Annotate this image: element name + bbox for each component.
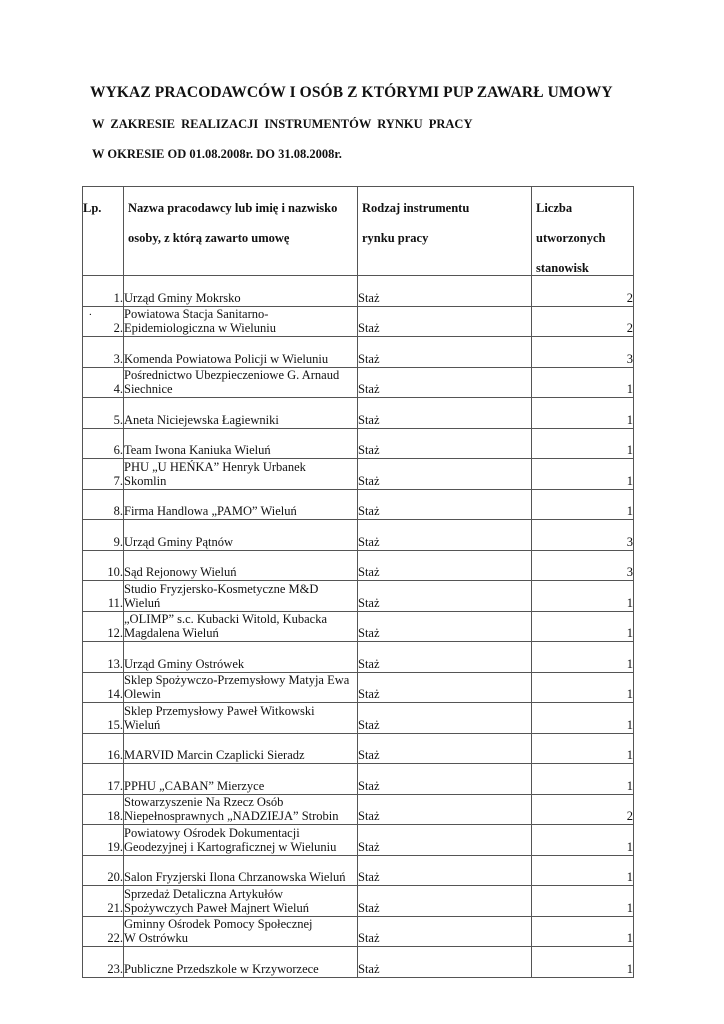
row-number: 19. [83, 825, 124, 856]
table-row [83, 672, 634, 703]
instrument-type: Staż [358, 611, 532, 642]
row-number: 11. [83, 581, 124, 612]
employer-name: Powiatowa Stacja Sanitarno- Epidemiologiczna w Wieluniu [124, 306, 358, 337]
instrument-type: Staż [358, 489, 532, 520]
instrument-type: Staż [358, 367, 532, 398]
employer-name: „OLIMP” s.c. Kubacki Witold, Kubacka Magdalena Wieluń [124, 611, 358, 642]
row-number: 1. [83, 276, 124, 307]
instrument-type: Staż [358, 947, 532, 978]
employer-name: Sąd Rejonowy Wieluń [124, 550, 358, 581]
row-number: 6. [83, 428, 124, 459]
stray-dot-mark: . [89, 306, 92, 318]
instrument-type: Staż [358, 520, 532, 551]
row-number: 12. [83, 611, 124, 642]
employer-name: Urząd Gminy Ostrówek [124, 642, 358, 673]
positions-count: 1 [532, 703, 634, 734]
table-body [83, 276, 634, 978]
instrument-type: Staż [358, 276, 532, 307]
positions-count: 3 [532, 337, 634, 368]
positions-count: 1 [532, 428, 634, 459]
row-number: 8. [83, 489, 124, 520]
header-lp-label: Lp. [83, 201, 102, 215]
table-row [83, 367, 634, 398]
instrument-type: Staż [358, 672, 532, 703]
document-title: WYKAZ PRACODAWCÓW I OSÓB Z KTÓRYMI PUP ZAWARŁ UMOWY [90, 84, 613, 101]
table-row [83, 337, 634, 368]
row-number: 14. [83, 672, 124, 703]
employer-name: PPHU „CABAN” Mierzyce [124, 764, 358, 795]
positions-count: 3 [532, 550, 634, 581]
table-row [83, 794, 634, 825]
employer-name: Publiczne Przedszkole w Krzyworzece [124, 947, 358, 978]
employer-name: Aneta Niciejewska Łagiewniki [124, 398, 358, 429]
table-row [83, 581, 634, 612]
row-number: 7. [83, 459, 124, 490]
header-name-line: Nazwa pracodawcy lub imię i nazwisko [128, 201, 338, 215]
row-number: 20. [83, 855, 124, 886]
document-subtitle: W ZAKRESIE REALIZACJI INSTRUMENTÓW RYNKU PRACY [92, 117, 473, 131]
table-row [83, 947, 634, 978]
employer-name: Powiatowy Ośrodek Dokumentacji Geodezyjnej i Kartograficznej w Wieluniu [124, 825, 358, 856]
positions-count: 1 [532, 825, 634, 856]
employer-name: Sprzedaż Detaliczna Artykułów Spożywczych Paweł Majnert Wieluń [124, 886, 358, 917]
table-row [83, 733, 634, 764]
employer-name: Komenda Powiatowa Policji w Wieluniu [124, 337, 358, 368]
employer-name: Sklep Spożywczo-Przemysłowy Matyja Ewa Olewin [124, 672, 358, 703]
instrument-type: Staż [358, 703, 532, 734]
row-number: 21. [83, 886, 124, 917]
instrument-type: Staż [358, 642, 532, 673]
instrument-type: Staż [358, 459, 532, 490]
employer-name: Sklep Przemysłowy Paweł Witkowski Wieluń [124, 703, 358, 734]
positions-count: 1 [532, 886, 634, 917]
positions-count: 1 [532, 733, 634, 764]
table-row [83, 398, 634, 429]
table-row [83, 825, 634, 856]
employer-name: Gminny Ośrodek Pomocy Społecznej W Ostrówku [124, 916, 358, 947]
employer-name: Pośrednictwo Ubezpieczeniowe G. Arnaud Siechnice [124, 367, 358, 398]
row-number: 23. [83, 947, 124, 978]
employers-table [82, 186, 634, 978]
header-count-line: stanowisk [536, 261, 589, 275]
employer-name: Firma Handlowa „PAMO” Wieluń [124, 489, 358, 520]
header-instrument-line: Rodzaj instrumentu [362, 201, 470, 215]
instrument-type: Staż [358, 337, 532, 368]
positions-count: 1 [532, 916, 634, 947]
table-row [83, 520, 634, 551]
row-number: 5. [83, 398, 124, 429]
row-number: 15. [83, 703, 124, 734]
header-count [532, 187, 634, 276]
employer-name: Studio Fryzjersko-Kosmetyczne M&D Wieluń [124, 581, 358, 612]
row-number: 18. [83, 794, 124, 825]
instrument-type: Staż [358, 886, 532, 917]
document-period: W OKRESIE OD 01.08.2008r. DO 31.08.2008r. [92, 147, 342, 161]
employer-name: Urząd Gminy Pątnów [124, 520, 358, 551]
positions-count: 1 [532, 398, 634, 429]
row-number: 17. [83, 764, 124, 795]
table-row [83, 550, 634, 581]
instrument-type: Staż [358, 794, 532, 825]
employer-name: Urząd Gminy Mokrsko [124, 276, 358, 307]
header-lp [83, 187, 124, 276]
positions-count: 1 [532, 367, 634, 398]
header-instrument-line: rynku pracy [362, 231, 429, 245]
table-row [83, 306, 634, 337]
positions-count: 2 [532, 794, 634, 825]
table-row [83, 764, 634, 795]
positions-count: 1 [532, 764, 634, 795]
table-row [83, 276, 634, 307]
positions-count: 1 [532, 672, 634, 703]
positions-count: 1 [532, 855, 634, 886]
instrument-type: Staż [358, 550, 532, 581]
instrument-type: Staż [358, 306, 532, 337]
table-row [83, 428, 634, 459]
instrument-type: Staż [358, 764, 532, 795]
table-row [83, 642, 634, 673]
positions-count: 1 [532, 642, 634, 673]
employer-name: Salon Fryzjerski Ilona Chrzanowska Wieluń [124, 855, 358, 886]
positions-count: 1 [532, 947, 634, 978]
header-name-line: osoby, z którą zawarto umowę [128, 231, 290, 245]
row-number: 22. [83, 916, 124, 947]
table-row [83, 855, 634, 886]
instrument-type: Staż [358, 916, 532, 947]
table-row [83, 459, 634, 490]
header-count-line: utworzonych [536, 231, 606, 245]
table-row [83, 886, 634, 917]
positions-count: 1 [532, 489, 634, 520]
table-header-row [83, 187, 634, 276]
table-row [83, 703, 634, 734]
instrument-type: Staż [358, 825, 532, 856]
row-number: 9. [83, 520, 124, 551]
instrument-type: Staż [358, 398, 532, 429]
positions-count: 1 [532, 581, 634, 612]
table-row [83, 916, 634, 947]
row-number: 4. [83, 367, 124, 398]
employer-name: Team Iwona Kaniuka Wieluń [124, 428, 358, 459]
instrument-type: Staż [358, 855, 532, 886]
instrument-type: Staż [358, 733, 532, 764]
employer-name: MARVID Marcin Czaplicki Sieradz [124, 733, 358, 764]
header-count-line: Liczba [536, 201, 573, 215]
header-instrument [358, 187, 532, 276]
positions-count: 3 [532, 520, 634, 551]
row-number: 3. [83, 337, 124, 368]
row-number: 10. [83, 550, 124, 581]
employer-name: PHU „U HEŃKA” Henryk Urbanek Skomlin [124, 459, 358, 490]
row-number: 13. [83, 642, 124, 673]
positions-count: 1 [532, 611, 634, 642]
positions-count: 2 [532, 306, 634, 337]
instrument-type: Staż [358, 428, 532, 459]
positions-count: 1 [532, 459, 634, 490]
row-number: 16. [83, 733, 124, 764]
row-number: 2. . [83, 306, 124, 337]
employer-name: Stowarzyszenie Na Rzecz Osób Niepełnosprawnych „NADZIEJA” Strobin [124, 794, 358, 825]
table-row [83, 611, 634, 642]
positions-count: 2 [532, 276, 634, 307]
header-name [124, 187, 358, 276]
instrument-type: Staż [358, 581, 532, 612]
table-row [83, 489, 634, 520]
